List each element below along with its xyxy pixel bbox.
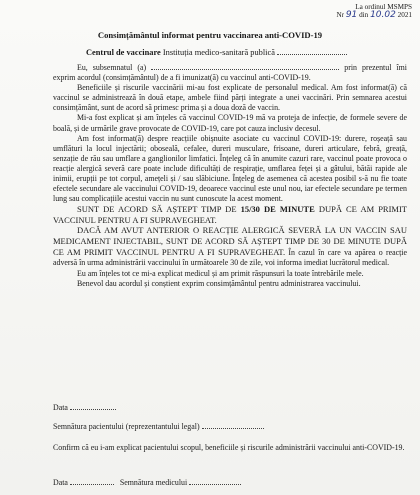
patient-signature-blank[interactable] [202, 428, 264, 429]
patient-date-line [53, 403, 407, 412]
doctor-signature-label: Semnătura medicului [119, 478, 188, 487]
paragraph-allergy [53, 225, 407, 268]
annex-header [336, 3, 412, 19]
paragraph-reactions: Am fost informat(ă) despre reacțiile obișnuite asociate cu vaccinul COVID-19: durere, roșeață sau umflături la locul injectării; oboseală, cefalee, dureri musculare, frisoane, dureri articulare, febră, greață, senzație de rău sau umflare a ganglionilor limfatici. Înțeleg că în anumite cazuri rare, vaccinul poate provoca o reacție alergică severă care poate include dificultăți de respirație, umflarea feței și a gâtului, bătăi rapide ale inimii, erupții pe tot corpul, amețeli și / sau slăbiciune. Înțeleg de asemenea că acestea posibil s-ă nu fie toate efectele secundare ale vaccinului COVID-19, deoarece vaccinul este unul nou, iar efectele secundare pe termen lung sau complicațiile acestui vaccin nu sunt cunoscute la acest moment. [53, 133, 407, 204]
wait-time-lead: SUNT DE ACORD SĂ AȘTEPT TIMP DE [77, 204, 237, 215]
doctor-date-signature-line [53, 478, 407, 487]
paragraph-voluntary: Benevol dau acordul și conștient exprim consimțământul pentru administrarea vaccinului. [77, 278, 361, 288]
annex-nr-label: Nr [336, 11, 345, 20]
vaccination-center-value: Instituția medico-sanitară publică [162, 48, 275, 57]
annex-date-handwritten: 10.02 [370, 10, 396, 21]
allergy-followup-text: În cazul în care va apărea o reacție adversă în urma administrării vaccinului în următoarele 30 de zile, voi informa imediat lucrătorul medical. [53, 248, 407, 268]
annex-order-label: La ordinul MSMPS [355, 3, 412, 11]
patient-name-blank[interactable] [151, 69, 339, 70]
annex-nr-handwritten: 91 [345, 10, 358, 21]
identity-lead-text: Eu, subsemnatul (a) [77, 63, 147, 72]
identity-tail-text: prin prezentul îmi exprim acordul (consimțământul) de a fi imunizat(ă) cu vaccinul anti-COVID-19. [53, 63, 407, 83]
patient-date-blank[interactable] [70, 409, 116, 410]
paragraph-identity [53, 63, 407, 83]
doctor-date-blank[interactable] [70, 484, 114, 485]
doctor-confirmation: Confirm că eu i-am explicat pacientului scopul, beneficiile și riscurile administrării vaccinului anti-COVID-19. [53, 443, 405, 452]
wait-time-minutes: 15/30 DE MINUTE [240, 204, 315, 215]
patient-signature-line [53, 422, 407, 431]
paragraph-wait-time [53, 204, 407, 225]
annex-year: 2021 [397, 11, 412, 20]
annex-number-line [336, 11, 412, 19]
document-title: Consimțământul informat pentru vaccinarea anti-COVID-19 [97, 30, 323, 40]
wait-time-tail: DUPĂ CE AM PRIMIT VACCINUL PENTRU A FI SUPRAVEGHEAT. [53, 204, 408, 225]
paragraph-protection: Mi-a fost explicat și am înțeles că vaccinul COVID-19 mă va proteja de infecție, de formele severe de boală, și de urmările grave provocate de COVID-19, care pot cauza inclusiv decesul. [53, 113, 407, 133]
paragraph-benefits: Beneficiile și riscurile vaccinării mi-au fost explicate de personalul medical. Am fost informat(ă) că vaccinul se administrează în două etape, ambele fiind părți integrate a unei vaccinări. Prin semnarea acestui consimțământ, sunt de acord să primesc prima și a doua doză de vaccin. [53, 83, 407, 113]
vaccination-center-label: Centrul de vaccinare [86, 48, 161, 57]
consent-body [53, 63, 407, 289]
doctor-date-label: Data [53, 478, 68, 487]
patient-signature-label: Semnătura pacientului (reprezentantului legal) [53, 422, 200, 431]
vaccination-center-blank[interactable] [277, 54, 347, 55]
allergy-uppercase-text: DACĂ AM AVUT ANTERIOR O REACȚIE ALERGICĂ SEVERĂ LA UN VACCIN SAU MEDICAMENT INJECTABIL, SUNT DE ACORD SĂ AȘTEPT TIMP DE 30 DE MINUTE DUPĂ CE AM PRIMIT VACCINUL PENTRU A FI SUPRAVEGHEAT. [53, 225, 407, 258]
paragraph-understood: Eu am înțeles tot ce mi-a explicat medicul și am primit răspunsuri la toate întrebările mele. [77, 268, 364, 278]
annex-din-label: din [359, 11, 369, 20]
vaccination-center-line [86, 48, 347, 57]
patient-date-label: Data [53, 403, 68, 412]
doctor-signature-blank[interactable] [189, 484, 241, 485]
